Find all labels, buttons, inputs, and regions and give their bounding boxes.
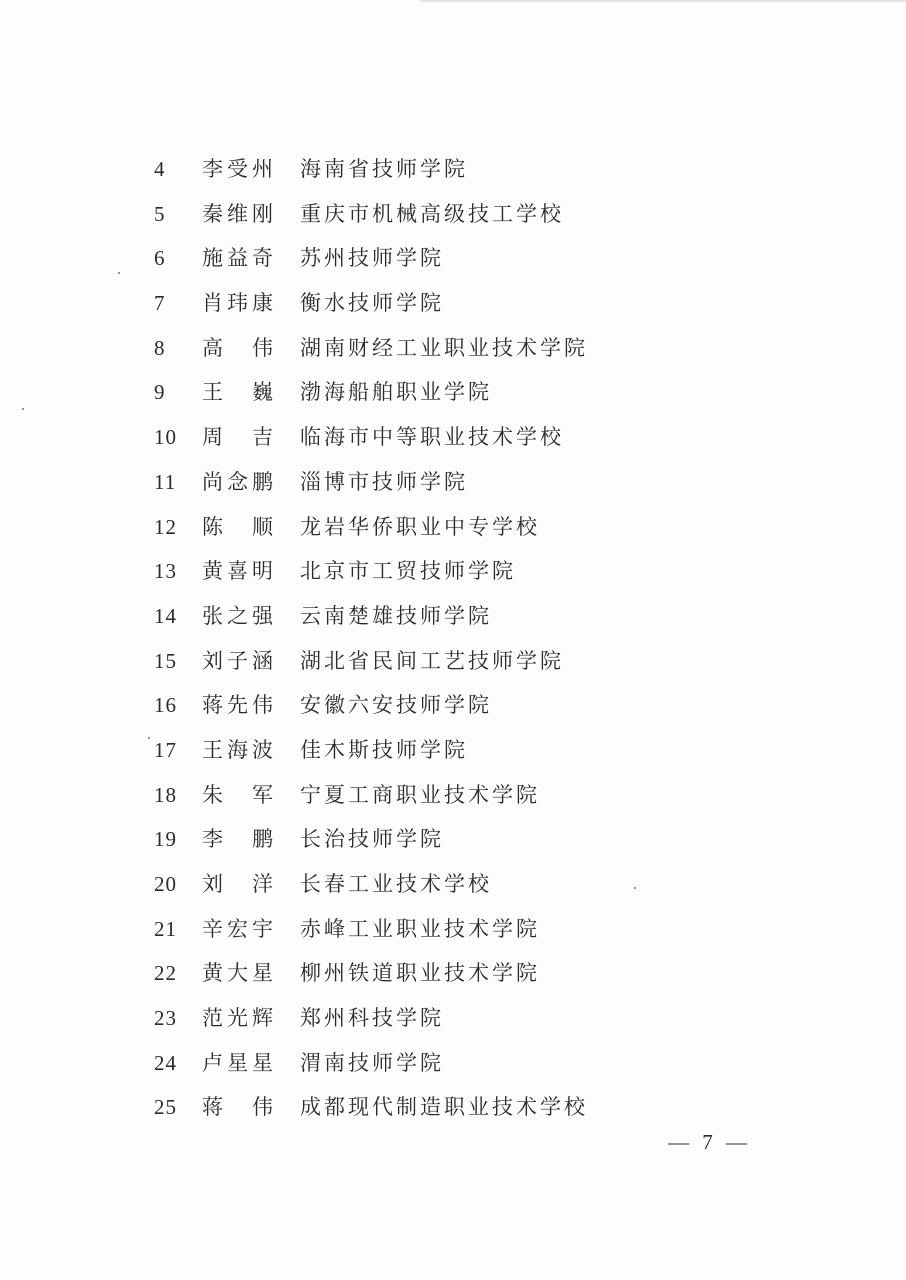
list-item bbox=[150, 370, 770, 415]
entry-name: 蒋先伟 bbox=[202, 693, 274, 718]
entry-number: 12 bbox=[154, 514, 177, 539]
list-item bbox=[150, 996, 770, 1041]
entry-name: 蒋伟 bbox=[202, 1095, 274, 1120]
entry-school: 长春工业技术学校 bbox=[300, 872, 492, 896]
entry-school: 柳州铁道职业技术学院 bbox=[300, 961, 540, 986]
entry-name: 卢星星 bbox=[202, 1050, 274, 1075]
entry-name: 高伟 bbox=[202, 335, 274, 360]
entry-school: 重庆市机械高级技工学校 bbox=[300, 201, 564, 226]
list-item bbox=[150, 951, 770, 996]
list-item bbox=[150, 549, 770, 594]
entry-school: 宁夏工商职业技术学院 bbox=[300, 782, 540, 807]
entry-name: 辛宏宇 bbox=[202, 916, 274, 941]
list-item bbox=[150, 817, 770, 862]
list-item bbox=[150, 1041, 770, 1086]
list-item bbox=[150, 192, 770, 237]
entry-number: 15 bbox=[154, 648, 177, 673]
entry-number: 9 bbox=[154, 380, 166, 405]
list-item bbox=[150, 639, 770, 684]
entry-name: 李鹏 bbox=[202, 827, 274, 852]
entry-name: 黄喜明 bbox=[202, 559, 274, 584]
entry-school: 安徽六安技师学院 bbox=[300, 693, 492, 718]
entry-school: 渭南技师学院 bbox=[300, 1050, 444, 1075]
entry-name: 施益奇 bbox=[202, 246, 274, 271]
entry-name: 刘子涵 bbox=[202, 648, 274, 673]
entry-number: 14 bbox=[154, 603, 177, 628]
entry-school: 衡水技师学院 bbox=[300, 291, 444, 316]
page-number: — 7 — bbox=[668, 1130, 751, 1154]
scan-speck bbox=[22, 408, 24, 410]
entry-number: 18 bbox=[154, 782, 177, 807]
entry-number: 24 bbox=[154, 1050, 177, 1075]
entry-name: 朱军 bbox=[202, 782, 274, 807]
list-item bbox=[150, 907, 770, 952]
entry-school: 郑州科技学院 bbox=[300, 1006, 444, 1031]
entry-school: 淄博市技师学院 bbox=[300, 469, 468, 494]
list-item bbox=[150, 281, 770, 326]
list-item bbox=[150, 326, 770, 371]
entry-school: 海南省技师学院 bbox=[300, 157, 468, 181]
entry-number: 16 bbox=[154, 693, 177, 718]
entry-school: 佳木斯技师学院 bbox=[300, 737, 468, 762]
entry-school: 长治技师学院 bbox=[300, 827, 444, 852]
entry-school: 龙岩华侨职业中专学校 bbox=[300, 514, 540, 539]
scan-edge-line bbox=[420, 0, 906, 2]
entry-name: 陈顺 bbox=[202, 514, 274, 539]
entry-name: 范光辉 bbox=[202, 1006, 274, 1031]
list-item bbox=[150, 683, 770, 728]
entry-number: 25 bbox=[154, 1095, 177, 1120]
entry-name: 周吉 bbox=[202, 425, 274, 450]
entry-number: 5 bbox=[154, 201, 166, 226]
entry-name: 尚念鹏 bbox=[202, 469, 274, 494]
list-item bbox=[150, 236, 770, 281]
entry-name: 肖玮康 bbox=[202, 291, 274, 316]
list-item bbox=[150, 147, 770, 192]
entry-number: 21 bbox=[154, 916, 177, 941]
list-item bbox=[150, 594, 770, 639]
entry-number: 20 bbox=[154, 872, 177, 896]
entry-school: 成都现代制造职业技术学校 bbox=[300, 1095, 588, 1120]
list-item bbox=[150, 1085, 770, 1130]
list-item bbox=[150, 415, 770, 460]
entry-number: 23 bbox=[154, 1006, 177, 1031]
entry-name: 刘洋 bbox=[202, 872, 274, 896]
entry-school: 云南楚雄技师学院 bbox=[300, 603, 492, 628]
entry-number: 6 bbox=[154, 246, 166, 271]
entry-name: 王巍 bbox=[202, 380, 274, 405]
entry-number: 17 bbox=[154, 737, 177, 762]
entry-number: 11 bbox=[154, 469, 177, 494]
entry-name: 李受州 bbox=[202, 157, 274, 181]
scan-speck bbox=[118, 272, 120, 274]
entry-name: 张之强 bbox=[202, 603, 274, 628]
scan-speck bbox=[148, 737, 150, 739]
entry-name: 秦维刚 bbox=[202, 201, 274, 226]
entry-name: 黄大星 bbox=[202, 961, 274, 986]
entry-school: 湖南财经工业职业技术学院 bbox=[300, 335, 588, 360]
entry-school: 北京市工贸技师学院 bbox=[300, 559, 516, 584]
entry-school: 湖北省民间工艺技师学院 bbox=[300, 648, 564, 673]
entry-name: 王海波 bbox=[202, 737, 274, 762]
list-item bbox=[150, 505, 770, 550]
scan-speck bbox=[634, 887, 636, 889]
list-item bbox=[150, 728, 770, 773]
entry-school: 赤峰工业职业技术学院 bbox=[300, 916, 540, 941]
entry-number: 8 bbox=[154, 335, 166, 360]
list-item bbox=[150, 862, 770, 907]
entry-number: 22 bbox=[154, 961, 177, 986]
entry-number: 4 bbox=[154, 157, 166, 181]
name-list bbox=[150, 147, 770, 1130]
entry-school: 苏州技师学院 bbox=[300, 246, 444, 271]
entry-number: 7 bbox=[154, 291, 166, 316]
entry-number: 13 bbox=[154, 559, 177, 584]
entry-number: 10 bbox=[154, 425, 177, 450]
list-item bbox=[150, 773, 770, 818]
entry-school: 临海市中等职业技术学校 bbox=[300, 425, 564, 450]
entry-school: 渤海船舶职业学院 bbox=[300, 380, 492, 405]
list-item bbox=[150, 460, 770, 505]
entry-number: 19 bbox=[154, 827, 177, 852]
